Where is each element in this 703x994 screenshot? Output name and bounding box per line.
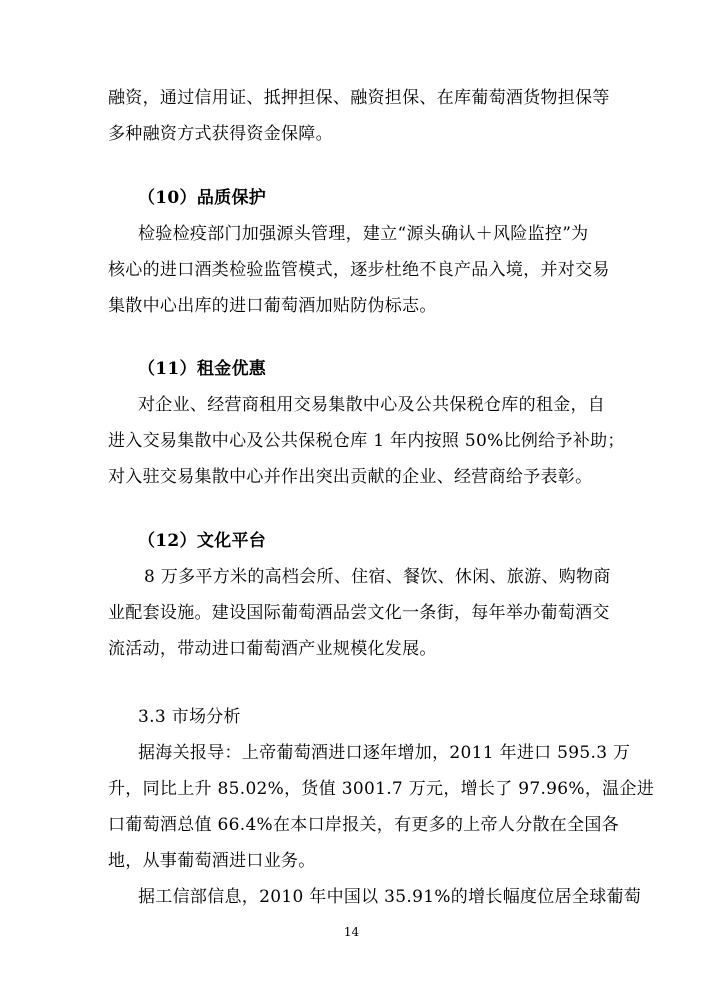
paragraph-line: 升，同比上升 85.02%，货值 3001.7 万元，增长了 97.96%，温企进 — [108, 779, 655, 799]
paragraph-line: 多种融资方式获得资金保障。 — [108, 124, 333, 144]
paragraph-line: 对企业、经营商租用交易集散中心及公共保税仓库的租金，自 — [138, 395, 606, 415]
paragraph-line: 融资，通过信用证、抵押担保、融资担保、在库葡萄酒货物担保等 — [108, 88, 610, 108]
section-heading: （10）品质保护 — [138, 188, 267, 208]
paragraph-line: 据海关报导：上帝葡萄酒进口逐年增加，2011 年进口 595.3 万 — [138, 743, 631, 763]
section-heading: 3.3 市场分析 — [138, 707, 241, 727]
paragraph-line: 集散中心出库的进口葡萄酒加贴防伪标志。 — [108, 296, 437, 316]
paragraph-line: 地，从事葡萄酒进口业务。 — [108, 851, 316, 871]
paragraph-line: 据工信部信息，2010 年中国以 35.91%的增长幅度位居全球葡萄 — [138, 887, 642, 907]
paragraph-line: 业配套设施。建设国际葡萄酒品尝文化一条街，每年举办葡萄酒交 — [108, 603, 610, 623]
section-heading: （12）文化平台 — [138, 531, 267, 551]
paragraph-line: 核心的进口酒类检验监管模式，逐步杜绝不良产品入境，并对交易 — [108, 260, 610, 280]
section-heading: （11）租金优惠 — [138, 359, 267, 379]
page-number: 14 — [343, 925, 360, 939]
paragraph-line: 流活动，带动进口葡萄酒产业规模化发展。 — [108, 639, 437, 659]
paragraph-line: 对入驻交易集散中心并作出突出贡献的企业、经营商给予表彰。 — [108, 467, 593, 487]
paragraph-line: 8 万多平方米的高档会所、住宿、餐饮、休闲、旅游、购物商 — [144, 567, 611, 587]
paragraph-line: 检验检疫部门加强源头管理，建立“源头确认＋风险监控”为 — [138, 224, 589, 244]
paragraph-line: 口葡萄酒总值 66.4%在本口岸报关，有更多的上帝人分散在全国各 — [108, 815, 620, 835]
paragraph-line: 进入交易集散中心及公共保税仓库 1 年内按照 50%比例给予补助； — [108, 431, 625, 451]
